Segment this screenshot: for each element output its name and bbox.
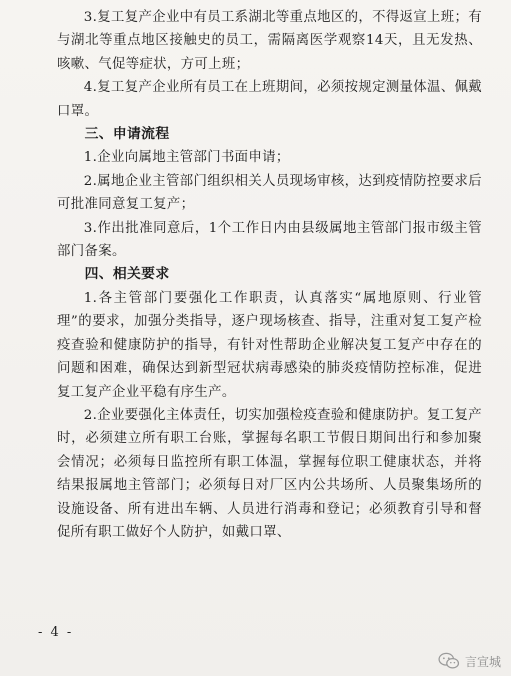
body-paragraph: 4.复工复产企业所有员工在上班期间，必须按规定测量体温、佩戴口罩。 (57, 80, 483, 119)
section-heading: 四、相关要求 (84, 266, 170, 283)
wechat-watermark (438, 652, 501, 670)
page-number: - 4 - (38, 625, 74, 640)
body-paragraph: 2.属地企业主管部门组织相关人员现场审核，达到疫情防控要求后可批准同意复工复产； (57, 173, 483, 213)
body-paragraph: 3.作出批准同意后，1个工作日内由县级属地主管部门报市级主管部门备案。 (57, 220, 482, 260)
body-paragraph: 3.复工复产企业中有员工系湖北等重点地区的，不得返宣上班；有与湖北等重点地区接触史的员工，需隔离医学观察14天，且无发热、咳嗽、气促等症状，方可上班； (57, 10, 483, 72)
body-paragraph: 1.各主管部门要强化工作职责，认真落实“属地原则、行业管理”的要求，加强分类指导，逐户现场核查、指导，注重对复工复产检疫查验和健康防护的指导，有针对性帮助企业解决复工复产中存在的问题和困难，确保达到新型冠状病毒感染的肺炎疫情防控标准，促进复工复产企业平稳有序生产。 (57, 290, 482, 400)
wechat-icon (438, 652, 460, 670)
body-paragraph: 2.企业要强化主体责任，切实加强检疫查验和健康防护。复工复产时，必须建立所有职工台账，掌握每名职工节假日期间出行和参加聚会情况；必须每日监控所有职工体温，掌握每位职工健康状态，并将结果报属地主管部门；必须每日对厂区内公共场所、人员聚集场所的设施设备、所有进出车辆、人员进行消毒和登记；必须教育引导和督促所有职工做好个人防护，如戴口罩、 (57, 407, 483, 540)
watermark-label: 言宣城 (464, 654, 501, 669)
section-heading: 三、申请流程 (84, 126, 170, 143)
document-body (57, 6, 482, 544)
body-paragraph: 1.企业向属地主管部门书面申请； (83, 150, 290, 166)
